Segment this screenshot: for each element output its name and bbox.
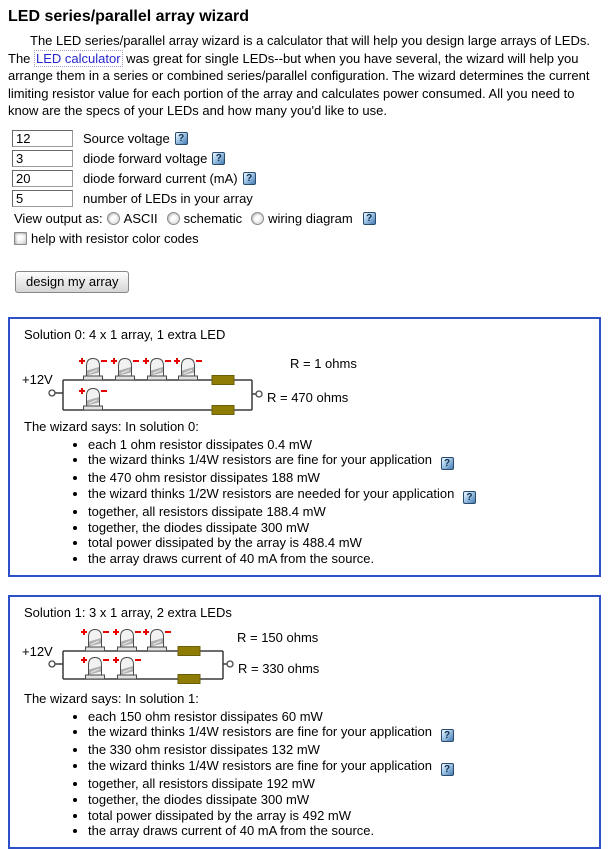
help-icon[interactable] — [212, 152, 225, 165]
list-item: • the array draws current of 40 mA from the source. — [88, 551, 587, 567]
resistor-top-value: R = 1 ohms — [290, 355, 357, 371]
led-icon — [79, 388, 107, 410]
led-icon — [113, 629, 141, 651]
list-item: • the wizard thinks 1/2W resistors are needed for your application ? — [88, 486, 587, 504]
list-item: • together, the diodes dissipate 300 mW — [88, 792, 587, 808]
list-item: • the wizard thinks 1/4W resistors are fine for your application ? — [88, 452, 587, 470]
resistor-color-codes-row — [14, 230, 601, 247]
resistor-icon — [212, 405, 234, 414]
led-calculator-link[interactable]: LED calculator — [36, 50, 121, 66]
resistor-top-value: R = 150 ohms — [237, 629, 319, 645]
led-icon — [81, 657, 109, 679]
wizard-form — [8, 130, 601, 293]
list-item: • the 330 ohm resistor dissipates 132 mW — [88, 742, 587, 758]
solution-1-bullet-list — [22, 709, 587, 839]
help-icon[interactable] — [243, 172, 256, 185]
list-item: • the wizard thinks 1/4W resistors are fine for your application ? — [88, 724, 587, 742]
led-icon — [143, 629, 171, 651]
resistor-icon — [178, 646, 200, 655]
forward-voltage-input[interactable] — [12, 150, 73, 167]
list-item: • each 150 ohm resistor dissipates 60 mW — [88, 709, 587, 725]
forward-current-row — [12, 170, 601, 187]
forward-current-label: diode forward current (mA) — [83, 170, 238, 186]
radio-schematic-label: schematic — [183, 210, 243, 226]
help-icon[interactable] — [441, 763, 454, 776]
led-icon — [143, 358, 171, 380]
radio-wiring-diagram-label: wiring diagram — [268, 210, 353, 226]
view-output-label: View output as: — [14, 210, 103, 226]
intro-text-2: was great for single LEDs--but when you have several, the wizard will help you arrange them in a series or combined series/parallel configuration. The wizard determines the current limiting resistor value for each portion of the array and calculates power consumed. All you need to know are the specs of your LEDs and how many you'd like to use. — [8, 50, 590, 118]
source-voltage-text: +12V — [22, 371, 53, 387]
led-count-label: number of LEDs in your array — [83, 190, 253, 206]
intro-text-1: The LED series/parallel array wizard is a calculator that will help you design large arrays of LEDs. The — [8, 33, 590, 66]
wizard-says-solution-1: The wizard says: In solution 1: — [24, 690, 199, 706]
help-icon[interactable] — [441, 457, 454, 470]
list-item: • the wizard thinks 1/4W resistors are fine for your application ? — [88, 758, 587, 776]
help-icon[interactable] — [441, 729, 454, 742]
design-my-array-button[interactable]: design my array — [15, 271, 129, 293]
view-output-row — [14, 210, 601, 227]
forward-voltage-label: diode forward voltage — [83, 150, 208, 166]
radio-schematic[interactable] — [167, 212, 180, 225]
list-item: • each 1 ohm resistor dissipates 0.4 mW — [88, 437, 587, 453]
source-voltage-text: +12V — [22, 643, 53, 659]
led-count-row — [12, 190, 601, 207]
led-icon — [174, 358, 202, 380]
wizard-says-solution-0: The wizard says: In solution 0: — [24, 418, 199, 434]
led-icon — [111, 358, 139, 380]
radio-ascii-label: ASCII — [123, 210, 158, 226]
solution-0-box — [8, 317, 601, 577]
list-item: • total power dissipated by the array is 492 mW — [88, 808, 587, 824]
list-item: • the 470 ohm resistor dissipates 188 mW — [88, 470, 587, 486]
list-item: • together, all resistors dissipate 192 mW — [88, 776, 587, 792]
solution-1-heading: Solution 1: 3 x 1 array, 2 extra LEDs — [24, 604, 232, 620]
led-icon — [79, 358, 107, 380]
source-voltage-label: Source voltage — [83, 130, 170, 146]
terminal-icon — [256, 391, 262, 397]
intro-paragraph — [8, 32, 602, 120]
page-title: LED series/parallel array wizard — [8, 8, 250, 25]
radio-wiring-diagram[interactable] — [251, 212, 264, 225]
led-count-input[interactable] — [12, 190, 73, 207]
list-item: • together, the diodes dissipate 300 mW — [88, 520, 587, 536]
help-icon[interactable] — [363, 212, 376, 225]
source-voltage-row — [12, 130, 601, 147]
resistor-color-codes-checkbox[interactable] — [14, 232, 27, 245]
resistor-bottom-value: R = 470 ohms — [267, 389, 349, 405]
circuit-diagram-solution-0 — [22, 344, 412, 418]
terminal-icon — [227, 661, 233, 667]
resistor-icon — [212, 375, 234, 384]
radio-ascii[interactable] — [107, 212, 120, 225]
forward-voltage-row — [12, 150, 601, 167]
led-icon — [81, 629, 109, 651]
terminal-icon — [49, 390, 55, 396]
solution-0-bullet-list — [22, 437, 587, 567]
help-icon[interactable] — [463, 491, 476, 504]
resistor-color-codes-label: help with resistor color codes — [31, 230, 199, 246]
help-icon[interactable] — [175, 132, 188, 145]
circuit-diagram-solution-1 — [22, 622, 412, 690]
source-voltage-input[interactable] — [12, 130, 73, 147]
terminal-icon — [49, 661, 55, 667]
resistor-bottom-value: R = 330 ohms — [238, 660, 320, 676]
list-item: • the array draws current of 40 mA from the source. — [88, 823, 587, 839]
resistor-icon — [178, 674, 200, 683]
solution-1-box — [8, 595, 601, 849]
list-item: • together, all resistors dissipate 188.4 mW — [88, 504, 587, 520]
led-icon — [113, 657, 141, 679]
solution-0-heading: Solution 0: 4 x 1 array, 1 extra LED — [24, 326, 226, 342]
list-item: • total power dissipated by the array is 488.4 mW — [88, 535, 587, 551]
forward-current-input[interactable] — [12, 170, 73, 187]
